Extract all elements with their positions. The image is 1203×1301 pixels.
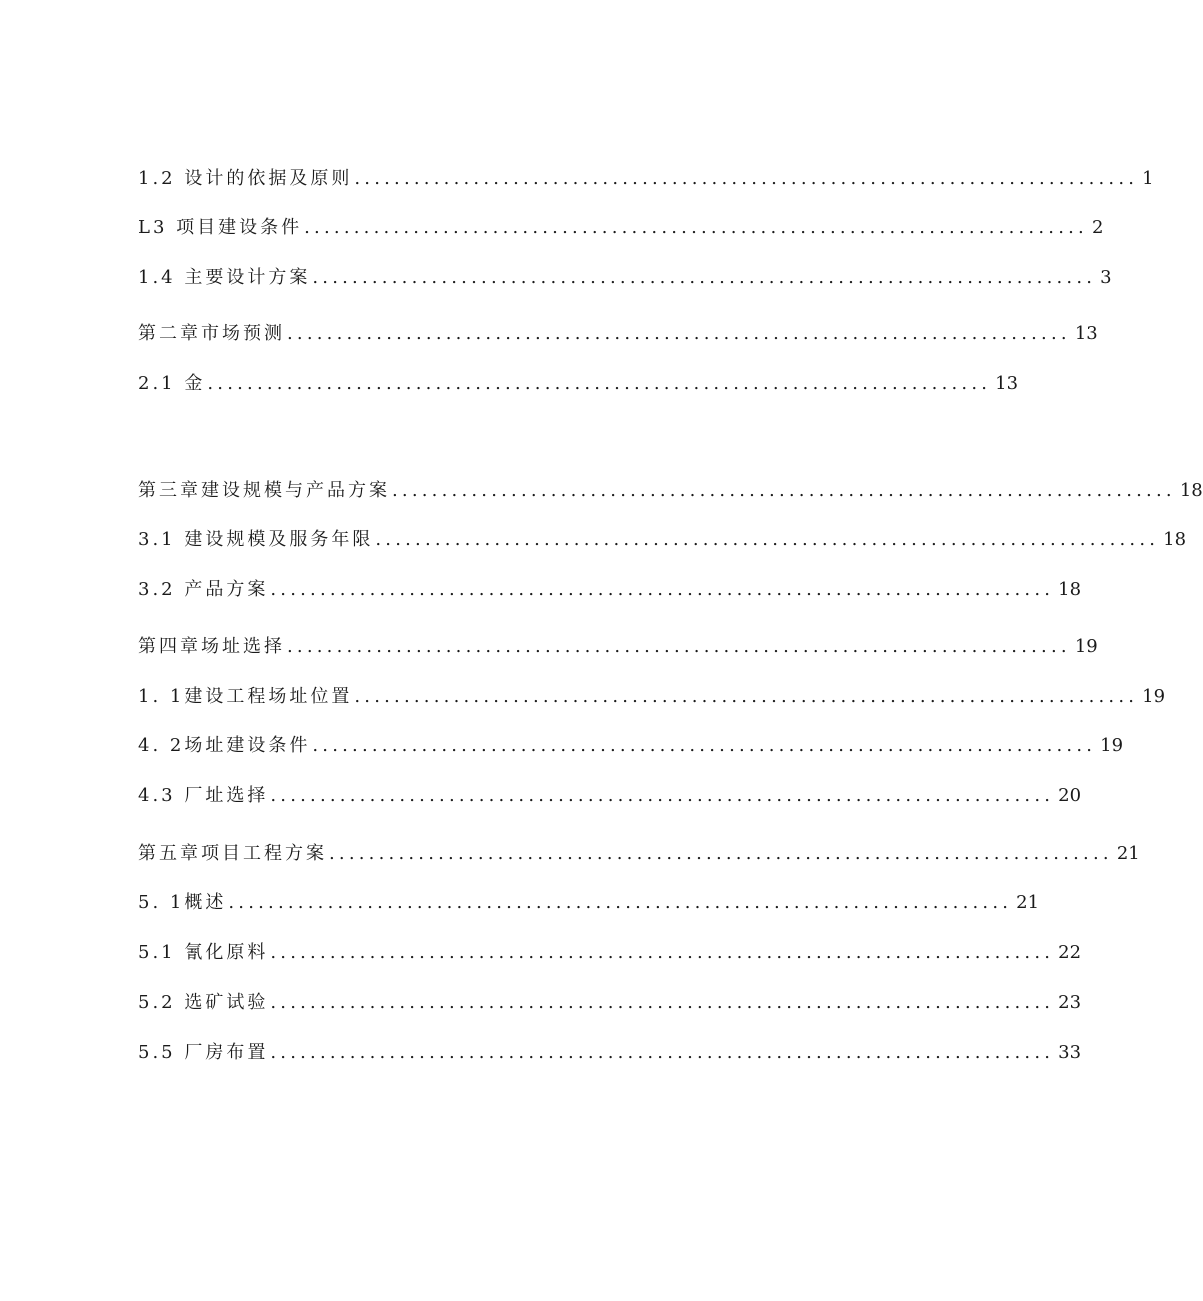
toc-leader-dots: ............................................................................... — [270, 579, 1055, 600]
toc-entry-5-1-overview[interactable] — [138, 888, 1040, 918]
toc-entry-page: 33 — [1058, 1042, 1082, 1063]
toc-leader-dots: ............................................................................... — [270, 992, 1055, 1013]
toc-leader-dots: ............................................................................... — [270, 785, 1055, 806]
toc-entry-chapter-4[interactable] — [138, 632, 1098, 662]
toc-entry-page: 18 — [1058, 579, 1082, 600]
toc-entry-page: 22 — [1058, 942, 1082, 963]
toc-entry-page: 13 — [995, 373, 1019, 394]
toc-leader-dots: ............................................................................... — [312, 735, 1097, 756]
toc-leader-dots: ............................................................................... — [207, 373, 992, 394]
toc-entry-title: 第四章场址选择 — [138, 636, 285, 657]
toc-entry-4-1[interactable] — [138, 682, 1166, 712]
toc-entry-page: 2 — [1091, 217, 1104, 238]
toc-leader-dots: ............................................................................... — [392, 480, 1176, 501]
toc-entry-4-3[interactable] — [138, 781, 1082, 811]
toc-leader-dots: ............................................................................... — [228, 892, 1013, 913]
toc-entry-title: 1. 1建设工程场址位置 — [138, 686, 353, 707]
toc-entry-page: 21 — [1016, 892, 1040, 913]
toc-entry-chapter-2[interactable] — [138, 319, 1098, 349]
toc-entry-3-1[interactable] — [138, 525, 1187, 555]
toc-entry-title: L3 项目建设条件 — [138, 217, 303, 238]
toc-entry-3-2[interactable] — [138, 575, 1082, 605]
toc-leader-dots: ............................................................................... — [270, 942, 1055, 963]
toc-entry-5-1-cyanide[interactable] — [138, 938, 1082, 968]
toc-entry-page: 19 — [1074, 636, 1098, 657]
toc-leader-dots: ............................................................................... — [304, 217, 1088, 238]
toc-entry-title: 4. 2场址建设条件 — [138, 735, 311, 756]
toc-entry-title: 第二章市场预测 — [138, 323, 285, 344]
toc-entry-1-2[interactable] — [138, 164, 1154, 194]
toc-entry-4-2[interactable] — [138, 731, 1124, 761]
toc-entry-title: 5.2 选矿试验 — [138, 992, 269, 1013]
toc-entry-page: 1 — [1142, 168, 1154, 189]
toc-entry-page: 18 — [1179, 480, 1203, 501]
toc-entry-title: 4.3 厂址选择 — [138, 785, 269, 806]
toc-leader-dots: ............................................................................... — [287, 323, 1071, 344]
toc-entry-page: 19 — [1142, 686, 1166, 707]
toc-entry-1-4[interactable] — [138, 263, 1112, 293]
toc-leader-dots: ............................................................................... — [329, 843, 1113, 864]
toc-leader-dots: ............................................................................... — [354, 168, 1139, 189]
toc-entry-page: 21 — [1116, 843, 1140, 864]
toc-leader-dots: ............................................................................... — [375, 529, 1160, 550]
toc-entry-title: 5.5 厂房布置 — [138, 1042, 269, 1063]
toc-entry-1-3[interactable] — [138, 213, 1104, 243]
toc-leader-dots: ............................................................................... — [287, 636, 1071, 657]
toc-entry-page: 20 — [1058, 785, 1082, 806]
toc-entry-title: 第五章项目工程方案 — [138, 843, 327, 864]
toc-entry-page: 13 — [1074, 323, 1098, 344]
toc-entry-2-1[interactable] — [138, 369, 1019, 399]
toc-entry-title: 5.1 氰化原料 — [138, 942, 269, 963]
toc-leader-dots: ............................................................................... — [312, 267, 1097, 288]
toc-entry-chapter-5[interactable] — [138, 839, 1140, 869]
toc-entry-5-2[interactable] — [138, 988, 1082, 1018]
toc-entry-page: 19 — [1100, 735, 1124, 756]
toc-leader-dots: ............................................................................... — [354, 686, 1139, 707]
toc-entry-title: 2.1 金 — [138, 373, 206, 394]
toc-entry-page: 23 — [1058, 992, 1082, 1013]
toc-entry-title: 1.2 设计的依据及原则 — [138, 168, 353, 189]
toc-entry-title: 5. 1概述 — [138, 892, 227, 913]
toc-entry-title: 3.1 建设规模及服务年限 — [138, 529, 374, 550]
toc-entry-title: 3.2 产品方案 — [138, 579, 269, 600]
toc-entry-title: 1.4 主要设计方案 — [138, 267, 311, 288]
toc-entry-page: 3 — [1100, 267, 1112, 288]
toc-entry-title: 第三章建设规模与产品方案 — [138, 480, 390, 501]
toc-entry-chapter-3[interactable] — [138, 476, 1203, 506]
toc-entry-5-5[interactable] — [138, 1038, 1082, 1068]
toc-entry-page: 18 — [1163, 529, 1187, 550]
toc-leader-dots: ............................................................................... — [270, 1042, 1055, 1063]
